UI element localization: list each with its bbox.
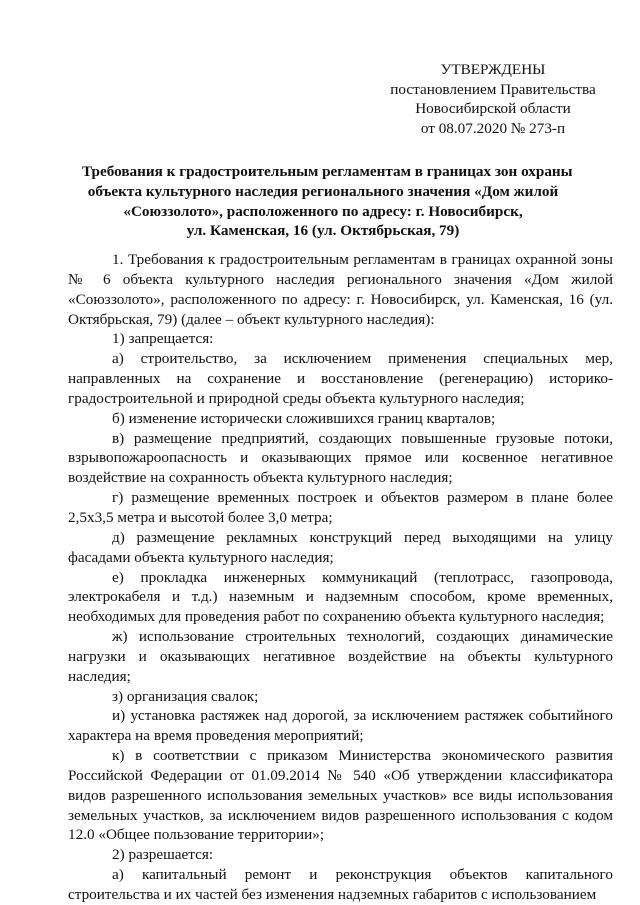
paragraph-item-g: г) размещение временных построек и объектов размером в плане более 2,5х3,5 метра и высотой более 3,0 метра; xyxy=(68,489,613,526)
title-line: объекта культурного наследия регионального значения «Дом жилой xyxy=(87,182,559,200)
approval-heading: УТВЕРЖДЕНЫ xyxy=(440,61,546,78)
paragraph-item-zh: ж) использование строительных технологий, создающих динамические нагрузки и оказывающих негативное воздействие на объекты культурного наследия; xyxy=(68,628,613,685)
paragraph-1-requirements: 1. Требования к градостроительным регламентам в границах охранной зоны № 6 объекта культурного наследия регионального значения «Дом жилой «Союззолото», расположенного по адресу: г. Новосибирск, ул. Каменская, 16 (ул. Октябрьская, 79) (далее – объект культурного наследия): xyxy=(68,251,613,328)
title-line: Требования к градостроительным регламентам в границах зон охраны xyxy=(82,163,573,180)
paragraph-permitted-heading: 2) разрешается: xyxy=(112,846,214,864)
paragraph-permitted-item-a: а) капитальный ремонт и реконструкция объектов капитального строительства и их частей без изменения надземных габаритов с использованием xyxy=(68,866,613,903)
approval-stamp xyxy=(388,60,598,138)
paragraph-item-k: к) в соответствии с приказом Министерства экономического развития Российской Федерации от 01.09.2014 № 540 «Об утверждении классификатора видов разрешенного использования земельных участков» все виды использования земельных участков, за исключением видов разрешенного использования с кодом 12.0 «Общее пользование территории»; xyxy=(68,747,613,844)
approval-region: Новосибирской области xyxy=(415,100,571,117)
document-title xyxy=(82,162,573,241)
paragraph-item-d: д) размещение рекламных конструкций перед выходящими на улицу фасадами объекта культурного наследия; xyxy=(68,528,613,566)
title-line: «Союззолото», расположенного по адресу: г. Новосибирск, xyxy=(123,202,523,220)
paragraph-item-a: а) строительство, за исключением применения специальных мер, направленных на сохранение и восстановление (регенерацию) историко-градостроительной и природной среды объекта культурного наследия; xyxy=(68,350,613,407)
paragraph-item-b: б) изменение исторически сложившихся границ кварталов; xyxy=(112,409,496,427)
paragraph-prohibited-heading: 1) запрещается: xyxy=(112,330,214,348)
approval-date-number: от 08.07.2020 № 273-п xyxy=(420,119,566,137)
paragraph-item-v: в) размещение предприятий, создающих повышенные грузовые потоки, взрывопожароопасность и оказывающих прямое или косвенное негативное воздействие на сохранность объекта культурного наследия; xyxy=(68,429,613,487)
paragraph-item-z: з) организация свалок; xyxy=(112,687,259,705)
approval-resolution: постановлением Правительства xyxy=(390,80,596,98)
document-body xyxy=(68,250,613,905)
title-line: ул. Каменская, 16 (ул. Октябрьская, 79) xyxy=(186,222,460,240)
paragraph-item-e: е) прокладка инженерных коммуникаций (теплотрасс, газопровода, электрокабеля и т.д.) наземным и надземным способом, кроме временных, необходимых для проведения работ по сохранению объекта культурного наследия; xyxy=(68,568,613,626)
paragraph-item-i: и) установка растяжек над дорогой, за исключением растяжек событийного характера на время проведения мероприятий; xyxy=(68,707,613,745)
